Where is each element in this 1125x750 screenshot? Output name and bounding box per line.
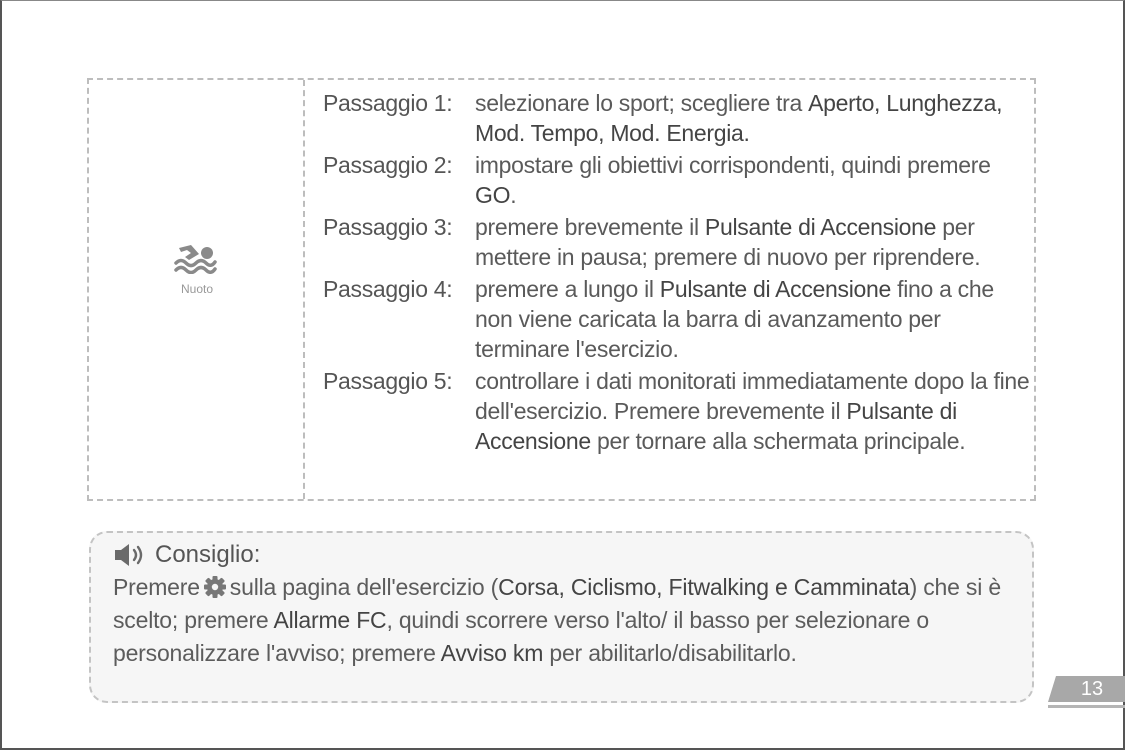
step-text — [475, 366, 1033, 456]
step-text — [475, 88, 1033, 148]
page-number: 13 — [1080, 678, 1104, 700]
page-number-rule — [1048, 705, 1125, 708]
step-text-fragment: per mettere in pausa; premere di nuovo per riprendere. — [475, 214, 981, 270]
step-row — [323, 366, 1033, 456]
step-text-fragment: per tornare alla schermata principale. — [590, 428, 966, 454]
step-bold-term: Pulsante di Accensione — [704, 214, 937, 240]
step-bold-term: GO — [475, 182, 511, 208]
step-label: Passaggio 3: — [323, 214, 453, 240]
step-text — [475, 150, 1033, 210]
tip-box — [89, 531, 1034, 703]
speaker-icon — [113, 543, 147, 567]
step-row — [323, 274, 1033, 364]
step-text-fragment: fino a che non viene caricata la barra di avanzamento per terminare l'esercizio. — [475, 276, 994, 362]
step-text — [475, 274, 1033, 364]
step-label: Passaggio 1: — [323, 90, 453, 116]
step-text-fragment: impostare gli obiettivi corrispondenti, quindi premere — [475, 152, 991, 178]
sport-cell — [89, 80, 305, 499]
step-label: Passaggio 4: — [323, 276, 453, 302]
step-text-fragment: premere a lungo il — [475, 276, 660, 302]
tip-bold-sports: Corsa, Ciclismo, Fitwalking e Camminata — [498, 574, 910, 600]
tip-title: Consiglio: — [155, 541, 261, 568]
step-text-fragment: premere brevemente il — [475, 214, 705, 240]
tip-bold-hr-alarm: Allarme FC — [273, 607, 387, 633]
tip-text: ) che si è scelto; premere — [113, 574, 1001, 633]
step-row — [323, 212, 1033, 272]
tip-bold-km-alert: Avviso km — [440, 640, 544, 666]
page-number-tab — [1048, 676, 1125, 702]
sport-steps-table — [87, 78, 1036, 501]
tip-header — [113, 541, 260, 569]
steps-list — [323, 88, 1033, 456]
swimming-icon — [173, 242, 217, 274]
step-label: Passaggio 5: — [323, 368, 453, 394]
step-row — [323, 88, 1033, 148]
tip-text: sulla pagina dell'esercizio ( — [229, 574, 499, 600]
step-bold-term: Aperto, Lunghezza, Mod. Tempo, Mod. Energia. — [475, 90, 1003, 146]
tip-text: per abilitarlo/disabilitarlo. — [543, 640, 797, 666]
tip-body — [113, 571, 1033, 670]
step-text-fragment: selezionare lo sport; scegliere tra — [475, 90, 809, 116]
tip-text: Premere — [113, 574, 200, 600]
step-bold-term: Pulsante di Accensione — [659, 276, 892, 302]
step-text — [475, 212, 1033, 272]
step-bold-term: Pulsante di Accensione — [475, 398, 957, 454]
step-label: Passaggio 2: — [323, 152, 453, 178]
step-text-fragment: . — [510, 182, 517, 208]
gear-icon — [202, 575, 228, 599]
step-row — [323, 150, 1033, 210]
tip-text: , quindi scorrere verso l'alto/ il basso per selezionare o personalizzare l'avviso; premere — [113, 607, 929, 666]
sport-label: Nuoto — [180, 282, 214, 296]
step-text-fragment: controllare i dati monitorati immediatamente dopo la fine dell'esercizio. Premere brevemente il — [475, 368, 1030, 424]
